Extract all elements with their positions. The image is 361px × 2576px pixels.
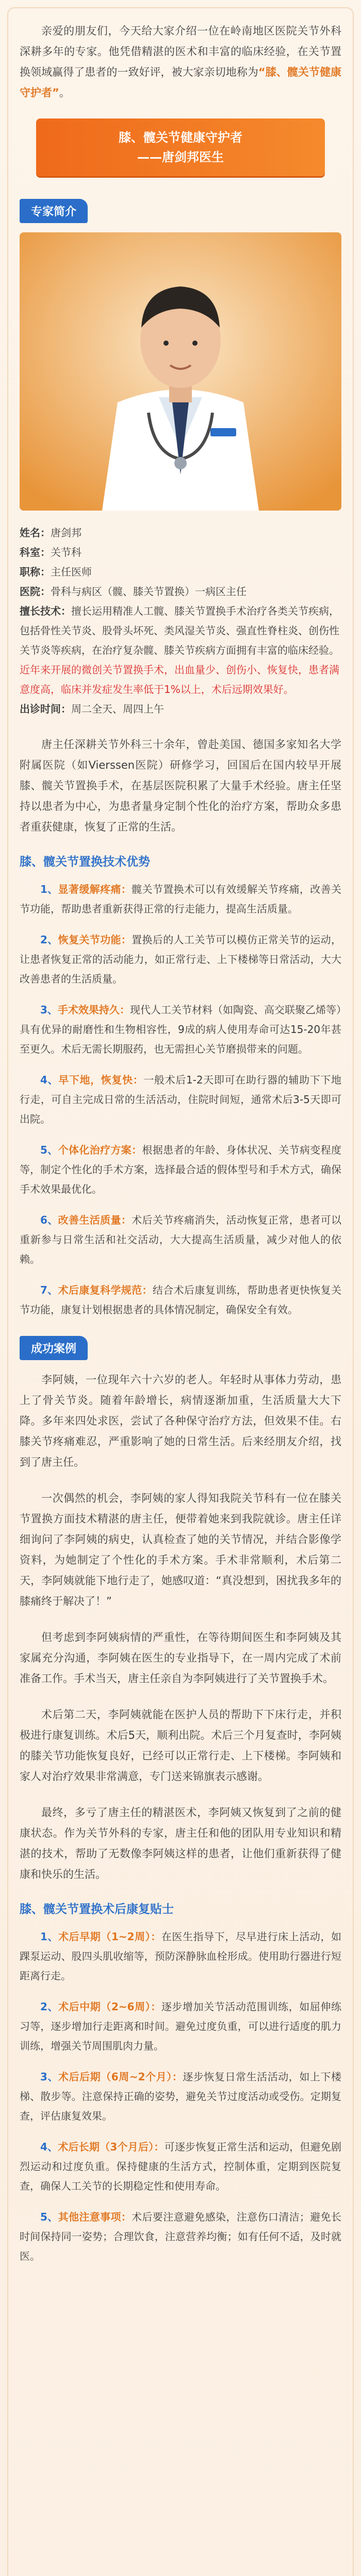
tech-key: 早下地，恢复快：: [58, 1074, 144, 1086]
tech-item: [20, 1000, 341, 1059]
profile-hours: 出诊时间：周二全天、周四上午: [20, 703, 164, 715]
tech-num: 2、: [40, 934, 58, 946]
tech-text: 根据患者的年龄、身体状况、关节病变程度等，制定个性化的手术方案，选择最合适的假体型号和手术方式，确保手术效果最优化。: [20, 1144, 342, 1195]
tech-key: 术后康复科学规范：: [58, 1284, 153, 1296]
rehab-key: 术后后期（6周~2个月）：: [58, 2071, 183, 2083]
profile-section-tag: 专家简介: [20, 199, 88, 223]
case-paragraph: 李阿姨，一位现年六十六岁的老人。年轻时从事体力劳动，患上了骨关节炎。随着年龄增长，病情逐渐加重，生活质量大大下降。多年来四处求医，尝试了各种保守治疗方法，但效果不佳。右膝关节疼痛难忍，严重影响了她的日常生活。后来经朋友介绍，找到了唐主任。: [20, 1374, 341, 1468]
tech-key: 个体化治疗方案：: [58, 1144, 142, 1156]
profile-title: 职称：主任医师: [20, 566, 92, 578]
case-paragraph: 但考虑到李阿姨病情的严重性，在等待期间医生和李阿姨及其家属充分沟通，李阿姨在医生的专业指导下，在一周内完成了术前准备工作。手术当天，唐主任亲自为李阿姨进行了关节置换手术。: [20, 1631, 341, 1685]
rehab-text: 可逐步恢复正常生活和运动，但避免剧烈运动和过度负重。保持健康的生活方式，控制体重，定期到医院复查，确保人工关节的长期稳定性和使用寿命。: [20, 2141, 342, 2192]
case-paragraph: 一次偶然的机会，李阿姨的家人得知我院关节科有一位在膝关节置换方面技术精湛的唐主任，便带着她来到我院就诊。唐主任详细询问了李阿姨的病史，认真检查了她的关节情况，并结合影像学资料，为她制定了个性化的手术方案。手术非常顺利，术后第二天，李阿姨就能下地行走了，她感叹道：“真没想到，困扰我多年的膝痛终于解决了！”: [20, 1492, 341, 1607]
skill-highlight: 近年来开展的微创关节置换手术，出血量少、创伤小、恢复快，患者满意度高，临床并发症发生率低于1%以上，术后远期效果好。: [20, 664, 339, 696]
rehab-item: [20, 2137, 341, 2196]
tech-text: 结合术后康复训练，帮助患者更快恢复关节功能，康复计划根据患者的具体情况制定，确保安全有效。: [20, 1284, 342, 1316]
tech-num: 6、: [40, 1214, 58, 1226]
rehab-text: 在医生指导下，尽早进行床上活动，如踝泵运动、股四头肌收缩等，预防深静脉血栓形成。使用助行器进行短距离行走。: [20, 1930, 342, 1982]
highlight-nickname: “膝、髋关节健康守护者”: [20, 66, 341, 99]
tech-num: 7、: [40, 1284, 58, 1296]
doctor-illustration: [20, 232, 341, 511]
tech-item: [20, 930, 341, 989]
tech-text: 术后关节疼痛消失，活动恢复正常，患者可以重新参与日常生活和社交活动，大大提高生活质量，减少对他人的依赖。: [20, 1214, 342, 1265]
intro-paragraph: 亲爱的朋友们，今天给大家介绍一位在岭南地区医院关节外科深耕多年的专家。他凭借精湛的医术和丰富的临床经验，在关节置换领域赢得了患者的一致好评，被大家亲切地称为“膝、髋关节健康守护者”。: [20, 25, 341, 99]
tech-num: 5、: [40, 1144, 58, 1156]
rehab-num: 3、: [40, 2071, 59, 2083]
tech-text: 现代人工关节材料（如陶瓷、高交联聚乙烯等）具有优异的耐磨性和生物相容性，9成的病人使用寿命可达15-20年甚至更久。术后无需长期服药，也无需担心关节磨损带来的问题。: [20, 1004, 342, 1055]
profile-info: [20, 523, 341, 719]
tech-key: 恢复关节功能：: [58, 934, 132, 946]
title-banner: [36, 118, 325, 176]
tech-list: [20, 879, 341, 1319]
tech-item: [20, 1140, 341, 1199]
profile-dept: 科室：关节科: [20, 546, 81, 558]
tech-key: 手术效果持久：: [57, 1004, 130, 1016]
case-paragraph: 最终，多亏了唐主任的精湛医术，李阿姨又恢复到了之前的健康状态。作为关节外科的专家，唐主任和他的团队用专业知识和精湛的技术，帮助了无数像李阿姨这样的患者，让他们重新获得了健康和快乐的生活。: [20, 1806, 341, 1880]
case-section-tag: 成功案例: [20, 1336, 88, 1360]
tech-item: [20, 1210, 341, 1269]
rehab-num: 5、: [40, 2211, 58, 2223]
tech-text: 髋关节置换术可以有效缓解关节疼痛，改善关节功能，帮助患者重新获得正常的行走能力，提高生活质量。: [20, 883, 342, 915]
rehab-num: 1、: [40, 1930, 59, 1943]
rehab-text: 逐步恢复日常生活活动，如上下楼梯、散步等。注意保持正确的姿势，避免关节过度活动或受伤。定期复查，评估康复效果。: [20, 2071, 342, 2122]
rehab-key: 术后中期（2~6周）：: [58, 2001, 161, 2013]
rehab-key: 其他注意事项：: [58, 2211, 132, 2223]
banner-line-2: ——唐剑邦医生: [137, 150, 224, 164]
rehab-item: [20, 1927, 341, 1986]
tech-key: 显著缓解疼痛：: [58, 883, 132, 895]
banner-line-1: 膝、髋关节健康守护者: [119, 130, 242, 145]
rehab-item: [20, 1997, 341, 2056]
tech-key: 改善生活质量：: [58, 1214, 132, 1226]
doctor-photo: [20, 232, 341, 511]
rehab-item: [20, 2067, 341, 2126]
tech-text: 置换后的人工关节可以模仿正常关节的运动，让患者恢复正常的活动能力，如正常行走、上下楼梯等日常活动，大大改善患者的生活质量。: [20, 934, 342, 985]
rehab-item: [20, 2207, 341, 2266]
profile-name: 姓名：唐剑邦: [20, 527, 81, 539]
bio-paragraph: 唐主任深耕关节外科三十余年，曾赴美国、德国多家知名大学附属医院（如Vierssen医院）研修学习，回国后在国内较早开展膝、髋关节置换手术，在基层医院积累了大量手术经验。唐主任坚持以患者为中心，为患者量身定制个性化的治疗方案，帮助众多患者重获健康，恢复了正常的生活。: [20, 738, 341, 833]
tech-num: 3、: [40, 1004, 58, 1016]
tech-num: 4、: [40, 1074, 59, 1086]
case-paragraph: 术后第二天，李阿姨就能在医护人员的帮助下下床行走，并积极进行康复训练。术后5天，顺利出院。术后三个月复查时，李阿姨的膝关节功能恢复良好，已经可以正常行走、上下楼梯。李阿姨和家人对治疗效果非常满意，专门送来锦旗表示感谢。: [20, 1708, 341, 1783]
rehab-num: 4、: [40, 2141, 58, 2153]
tech-item: [20, 1070, 341, 1129]
rehab-key: 术后早期（1~2周）：: [58, 1930, 161, 1943]
rehab-heading: 膝、髋关节置换术后康复贴士: [20, 1903, 174, 1916]
rehab-key: 术后长期（3个月后）：: [58, 2141, 165, 2153]
tech-item: [20, 1280, 341, 1319]
tech-item: [20, 879, 341, 919]
case-list: [20, 1369, 341, 1885]
profile-skills: 擅长技术：擅长运用精准人工髋、膝关节置换手术治疗各类关节疾病，包括骨性关节炎、股骨头坏死、类风湿关节炎、强直性脊柱炎、创伤性关节炎等疾病，在治疗复杂髋、膝关节疾病方面拥有丰富的临床经验。近年来开展的微创关节置换手术，出血量少、创伤小、恢复快，患者满意度高，临床并发症发生率低于1%以上，术后远期效果好。: [20, 605, 339, 696]
tech-heading: 膝、髋关节置换技术优势: [20, 855, 150, 869]
rehab-list: [20, 1927, 341, 2266]
profile-hospital: 医院：骨科与病区（髋、膝关节置换）一病区主任: [20, 585, 247, 598]
rehab-text: 逐步增加关节活动范围训练，如屈伸练习等，逐步增加行走距离和时间。避免过度负重，可以进行适度的肌力训练，增强关节周围肌肉力量。: [20, 2001, 342, 2052]
tech-num: 1、: [40, 883, 58, 895]
rehab-text: 术后要注意避免感染，注意伤口清洁；避免长时间保持同一姿势；合理饮食，注意营养均衡；如有任何不适，及时就医。: [20, 2211, 342, 2262]
rehab-num: 2、: [40, 2001, 59, 2013]
tech-text: 一般术后1-2天即可在助行器的辅助下下地行走，可自主完成日常的生活活动，住院时间短，通常术后3-5天即可出院。: [20, 1074, 342, 1125]
